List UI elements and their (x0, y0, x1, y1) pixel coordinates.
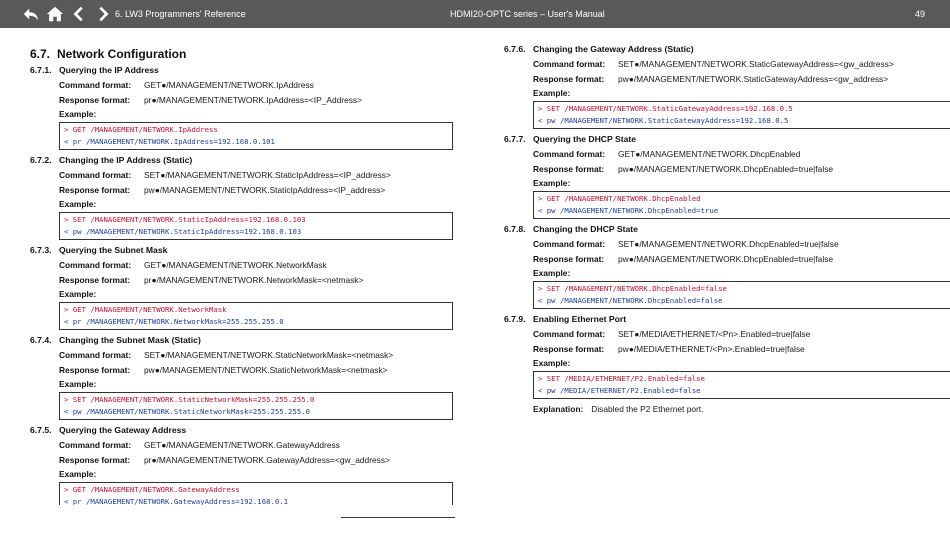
command-format-label: Command format: (533, 59, 606, 69)
response-format-label: Response format: (59, 365, 131, 375)
response-format-value: pw●/MANAGEMENT/NETWORK.DhcpEnabled=true|false (618, 164, 834, 174)
section-6-7-6 (504, 42, 928, 129)
example-request: > GET /MANAGEMENT/NETWORK.DhcpEnabled (538, 194, 701, 203)
example-response: < pr /MANAGEMENT/NETWORK.NetworkMask=255.255.255.0 (64, 317, 284, 326)
response-format-label: Response format: (533, 164, 605, 174)
section-number: 6.7.5. (30, 425, 52, 435)
example-box (533, 371, 950, 399)
section-heading (504, 42, 928, 57)
section-title: Querying the DHCP State (533, 134, 636, 144)
manual-title: HDMI20-OPTC series – User's Manual (450, 9, 605, 19)
section-number: 6.7.4. (30, 335, 52, 345)
command-format-row (504, 327, 928, 342)
command-format-row (30, 168, 455, 183)
response-format-row (30, 93, 455, 108)
example-response: < pw /MANAGEMENT/NETWORK.StaticGatewayAddress=192.168.0.5 (538, 116, 789, 125)
section-number: 6.7.8. (504, 224, 526, 234)
command-format-value: SET●/MANAGEMENT/NETWORK.DhcpEnabled=true|false (618, 239, 839, 249)
explanation-label: Explanation: (533, 404, 584, 414)
home-icon[interactable] (46, 5, 64, 23)
example-label: Example: (59, 469, 97, 479)
command-format-row (504, 147, 928, 162)
section-6-7-7 (504, 132, 928, 219)
chevron-right-icon[interactable] (94, 5, 112, 23)
explanation-text: Disabled the P2 Ethernet port. (591, 404, 704, 414)
response-format-row (504, 252, 928, 267)
top-navigation-bar (0, 0, 950, 28)
command-format-value: SET●/MANAGEMENT/NETWORK.StaticIpAddress=<IP_address> (144, 170, 391, 180)
response-format-value: pw●/MANAGEMENT/NETWORK.StaticGatewayAddress=<gw_address> (618, 74, 889, 84)
response-format-value: pw●/MANAGEMENT/NETWORK.StaticIpAddress=<IP_address> (144, 185, 386, 195)
response-format-value: pw●/MANAGEMENT/NETWORK.DhcpEnabled=true|false (618, 254, 834, 264)
response-format-row (30, 273, 455, 288)
response-format-label: Response format: (533, 74, 605, 84)
back-icon[interactable] (22, 5, 40, 23)
example-response: < pw /MEDIA/ETHERNET/P2.Enabled=false (538, 386, 701, 395)
example-box (533, 101, 950, 129)
example-request: > SET /MEDIA/ETHERNET/P2.Enabled=false (538, 374, 705, 383)
example-box (59, 212, 453, 240)
command-format-row (30, 258, 455, 273)
example-box (533, 281, 950, 309)
command-format-row (30, 438, 455, 453)
response-format-label: Response format: (59, 95, 131, 105)
example-response: < pr /MANAGEMENT/NETWORK.GatewayAddress=192.168.0.1 (64, 497, 289, 505)
command-format-label: Command format: (533, 329, 606, 339)
main-heading (30, 47, 455, 61)
example-request: > SET /MANAGEMENT/NETWORK.StaticIpAddress=192.168.0.103 (64, 215, 306, 224)
command-format-label: Command format: (59, 260, 132, 270)
example-box (59, 482, 453, 505)
section-number: 6.7.6. (504, 44, 526, 54)
response-format-label: Response format: (59, 185, 131, 195)
section-title: Enabling Ethernet Port (533, 314, 627, 324)
response-format-value: pr●/MANAGEMENT/NETWORK.IpAddress=<IP_Address> (144, 95, 362, 105)
chapter-title: 6. LW3 Programmers' Reference (115, 9, 246, 19)
section-title: Querying the IP Address (59, 65, 159, 75)
example-box (533, 191, 950, 219)
section-heading (30, 333, 455, 348)
response-format-row (30, 183, 455, 198)
command-format-value: GET●/MANAGEMENT/NETWORK.DhcpEnabled (618, 149, 801, 159)
example-label: Example: (59, 199, 97, 209)
main-heading-number: 6.7. (30, 47, 51, 61)
response-format-row (30, 453, 455, 468)
section-heading (30, 243, 455, 258)
section-number: 6.7.2. (30, 155, 52, 165)
footer-rule (341, 517, 455, 518)
section-6-7-4 (30, 333, 455, 420)
command-format-value: GET●/MANAGEMENT/NETWORK.NetworkMask (144, 260, 327, 270)
example-request: > GET /MANAGEMENT/NETWORK.IpAddress (64, 125, 218, 134)
response-format-value: pr●/MANAGEMENT/NETWORK.GatewayAddress=<gw_address> (144, 455, 390, 465)
left-column (30, 42, 455, 508)
response-format-row (30, 363, 455, 378)
command-format-value: SET●/MEDIA/ETHERNET/<Pn>.Enabled=true|false (618, 329, 811, 339)
section-title: Changing the Subnet Mask (Static) (59, 335, 201, 345)
right-column (504, 42, 928, 417)
section-6-7-8 (504, 222, 928, 309)
section-title: Changing the DHCP State (533, 224, 638, 234)
command-format-row (504, 57, 928, 72)
example-response: < pw /MANAGEMENT/NETWORK.StaticIpAddress=192.168.0.103 (64, 227, 302, 236)
response-format-row (504, 342, 928, 357)
command-format-label: Command format: (59, 80, 132, 90)
section-number: 6.7.3. (30, 245, 52, 255)
section-6-7-9 (504, 312, 928, 417)
right-sections (504, 42, 928, 417)
section-title: Changing the IP Address (Static) (59, 155, 193, 165)
response-format-value: pr●/MANAGEMENT/NETWORK.NetworkMask=<netmask> (144, 275, 364, 285)
chevron-left-icon[interactable] (70, 5, 88, 23)
section-number: 6.7.1. (30, 65, 52, 75)
command-format-row (30, 348, 455, 363)
command-format-row (30, 78, 455, 93)
example-request: > SET /MANAGEMENT/NETWORK.DhcpEnabled=false (538, 284, 727, 293)
section-6-7-3 (30, 243, 455, 330)
section-heading (30, 63, 455, 78)
example-response: < pw /MANAGEMENT/NETWORK.StaticNetworkMask=255.255.255.0 (64, 407, 311, 416)
example-response: < pr /MANAGEMENT/NETWORK.IpAddress=192.168.0.101 (64, 137, 275, 146)
command-format-value: GET●/MANAGEMENT/NETWORK.IpAddress (144, 80, 314, 90)
section-number: 6.7.7. (504, 134, 526, 144)
example-box (59, 122, 453, 150)
section-heading (504, 222, 928, 237)
response-format-label: Response format: (533, 344, 605, 354)
example-request: > SET /MANAGEMENT/NETWORK.StaticNetworkMask=255.255.255.0 (64, 395, 315, 404)
page-number: 49 (914, 9, 925, 19)
section-heading (504, 132, 928, 147)
command-format-label: Command format: (533, 149, 606, 159)
example-response: < pw /MANAGEMENT/NETWORK.DhcpEnabled=false (538, 296, 723, 305)
example-label: Example: (533, 358, 571, 368)
section-title: Querying the Subnet Mask (59, 245, 168, 255)
command-format-row (504, 237, 928, 252)
example-request: > GET /MANAGEMENT/NETWORK.GatewayAddress (64, 485, 240, 494)
example-label: Example: (59, 109, 97, 119)
command-format-label: Command format: (59, 170, 132, 180)
command-format-label: Command format: (533, 239, 606, 249)
section-heading (30, 423, 455, 438)
left-sections (30, 63, 455, 505)
response-format-value: pw●/MANAGEMENT/NETWORK.StaticNetworkMask=<netmask> (144, 365, 388, 375)
example-box (59, 302, 453, 330)
response-format-label: Response format: (59, 455, 131, 465)
example-label: Example: (533, 268, 571, 278)
nav-buttons (22, 5, 112, 23)
section-6-7-2 (30, 153, 455, 240)
section-title: Changing the Gateway Address (Static) (533, 44, 694, 54)
response-format-row (504, 72, 928, 87)
section-6-7-1 (30, 63, 455, 150)
example-label: Example: (533, 178, 571, 188)
response-format-label: Response format: (533, 254, 605, 264)
command-format-label: Command format: (59, 350, 132, 360)
section-heading (504, 312, 928, 327)
section-heading (30, 153, 455, 168)
section-6-7-5 (30, 423, 455, 505)
example-label: Example: (59, 379, 97, 389)
example-label: Example: (533, 88, 571, 98)
response-format-label: Response format: (59, 275, 131, 285)
response-format-row (504, 162, 928, 177)
section-title: Querying the Gateway Address (59, 425, 187, 435)
example-response: < pw /MANAGEMENT/NETWORK.DhcpEnabled=true (538, 206, 719, 215)
example-request: > SET /MANAGEMENT/NETWORK.StaticGatewayAddress=192.168.0.5 (538, 104, 793, 113)
command-format-label: Command format: (59, 440, 132, 450)
response-format-value: pw●/MEDIA/ETHERNET/<Pn>.Enabled=true|false (618, 344, 805, 354)
main-heading-title: Network Configuration (57, 47, 187, 61)
command-format-value: GET●/MANAGEMENT/NETWORK.GatewayAddress (144, 440, 340, 450)
command-format-value: SET●/MANAGEMENT/NETWORK.StaticNetworkMask=<netmask> (144, 350, 394, 360)
example-box (59, 392, 453, 420)
command-format-value: SET●/MANAGEMENT/NETWORK.StaticGatewayAddress=<gw_address> (618, 59, 894, 69)
explanation-row (504, 402, 928, 417)
example-request: > GET /MANAGEMENT/NETWORK.NetworkMask (64, 305, 227, 314)
example-label: Example: (59, 289, 97, 299)
section-number: 6.7.9. (504, 314, 526, 324)
